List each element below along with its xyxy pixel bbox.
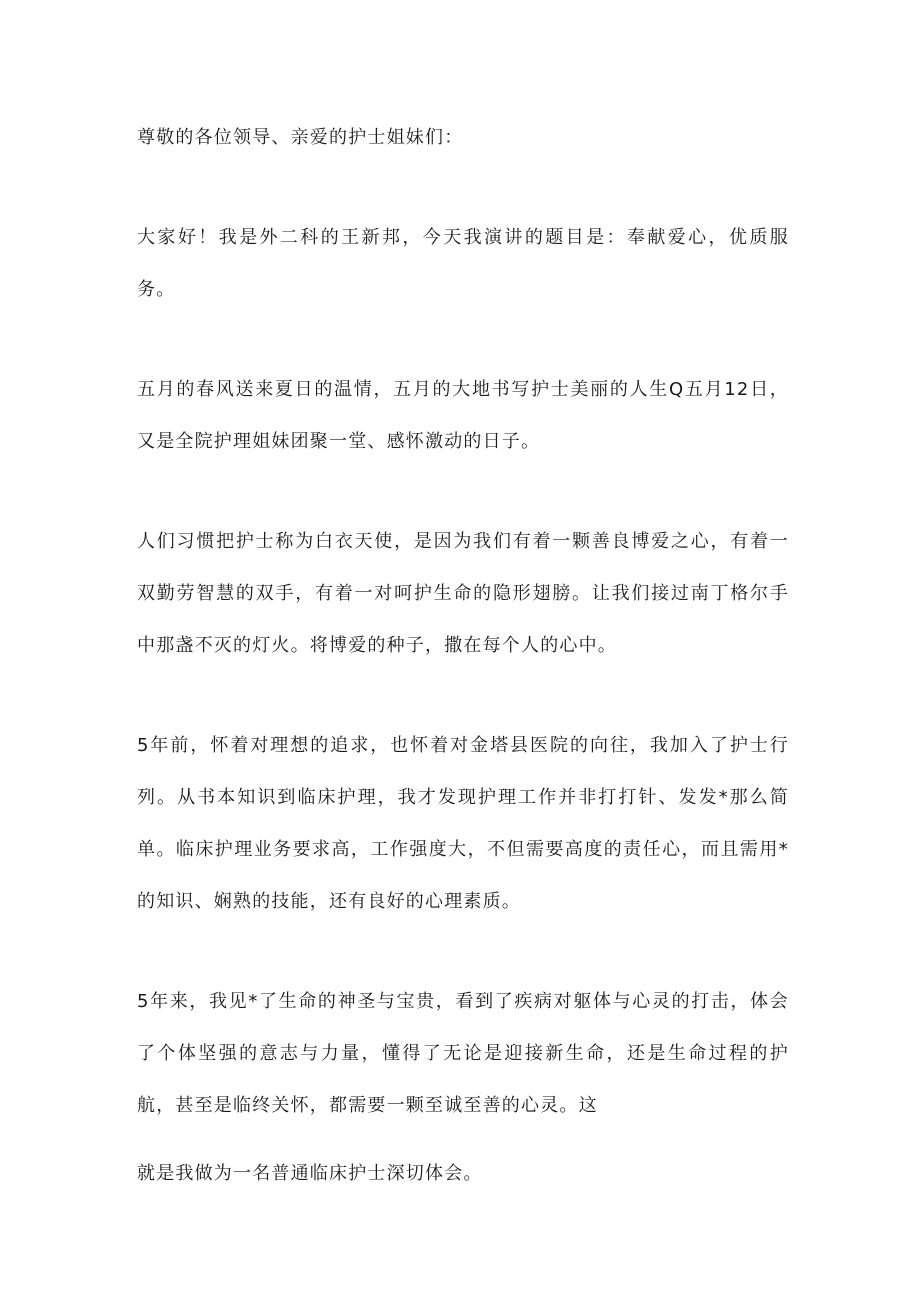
angel-paragraph: 人们习惯把护士称为白衣天使，是因为我们有着一颗善良博爱之心，有着一双勤劳智慧的双手，有着一对呵护生命的隐形翅膀。让我们接过南丁格尔手中那盏不灭的灯火。将博爱的种子，撒在每个人的心中。 <box>137 531 789 656</box>
may-paragraph: 五月的春风送来夏日的温情，五月的大地书写护士美丽的人生Q五月12日，又是全院护理姐妹团聚一堂、感怀激动的日子。 <box>137 379 789 452</box>
salutation-paragraph: 尊敬的各位领导、亲爱的护士姐妹们： <box>137 127 464 148</box>
five-years-since-paragraph: 5年来，我见*了生命的神圣与宝贵，看到了疾病对躯体与心灵的打击，体会了个体坚强的意志与力量，懂得了无论是迎接新生命，还是生命过程的护航，甚至是临终关怀，都需要一颗至诚至善的心灵。这 <box>137 991 789 1116</box>
closing-paragraph: 就是我做为一名普通临床护士深切体会。 <box>137 1163 483 1184</box>
five-years-ago-paragraph: 5年前，怀着对理想的追求，也怀着对金塔县医院的向往，我加入了护士行列。从书本知识到临床护理，我才发现护理工作并非打打针、发发*那么简单。临床护理业务要求高，工作强度大，不但需要高度的责任心，而且需用*的知识、娴熟的技能，还有良好的心理素质。 <box>137 735 789 912</box>
document-body <box>137 112 789 1200</box>
greeting-paragraph: 大家好！我是外二科的王新邦，今天我演讲的题目是：奉献爱心，优质服务。 <box>137 227 789 300</box>
